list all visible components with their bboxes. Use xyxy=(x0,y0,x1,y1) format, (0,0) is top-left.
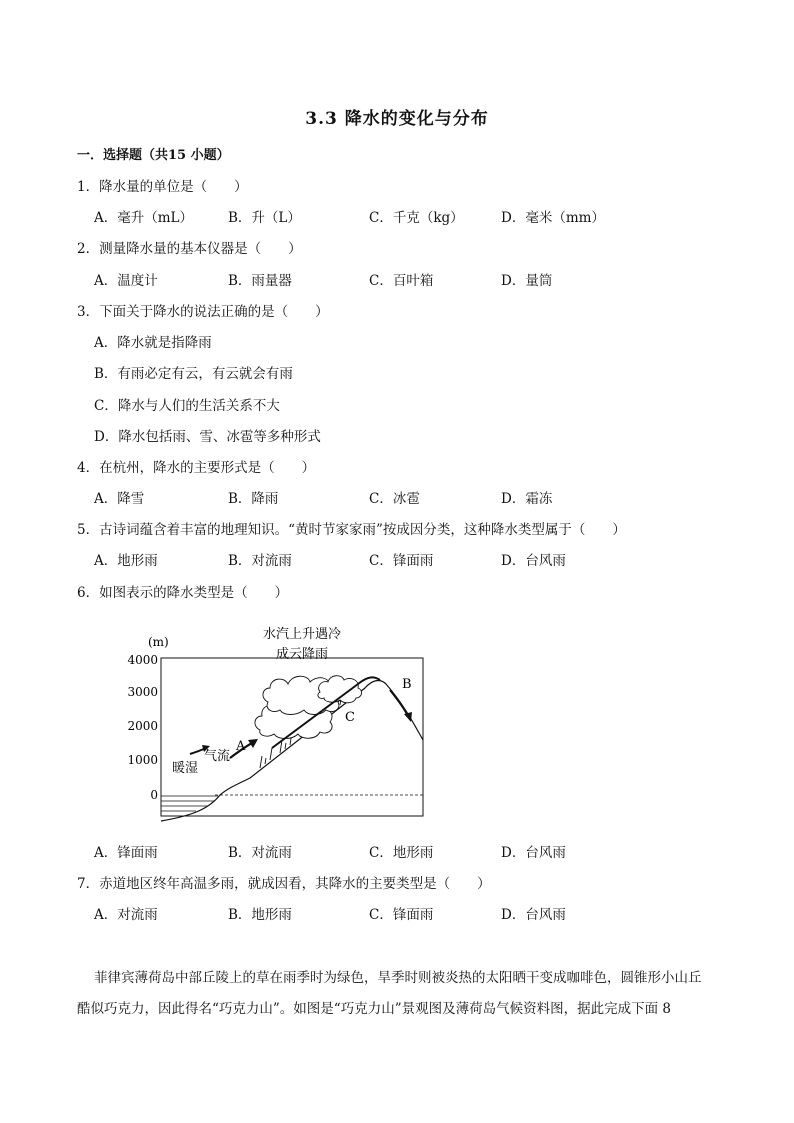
option-c[interactable]: C．降水与人们的生活关系不大 xyxy=(94,398,280,414)
question-options xyxy=(94,206,734,226)
question-options xyxy=(94,549,734,569)
point-label-b: B xyxy=(402,677,412,692)
cloud-label: 成云降雨 xyxy=(275,647,329,662)
point-label-c: C xyxy=(345,710,355,725)
option-b[interactable]: B．降雨 xyxy=(228,491,279,507)
option-b[interactable]: B．雨量器 xyxy=(228,273,292,289)
question-stem: 3．下面关于降水的说法正确的是（ ） xyxy=(77,304,329,320)
page-title: 3.3 降水的变化与分布 xyxy=(305,109,489,129)
passage-line: 菲律宾薄荷岛中部丘陵上的草在雨季时为绿色，旱季时则被炎热的太阳晒干变成咖啡色，圆锥形小山丘 xyxy=(94,970,702,986)
option-a[interactable]: A．温度计 xyxy=(94,273,158,289)
option-a[interactable]: A．对流雨 xyxy=(94,907,158,923)
option-c[interactable]: C．锋面雨 xyxy=(369,553,434,569)
option-b[interactable]: B．升（L） xyxy=(228,210,301,226)
option-b[interactable]: B．地形雨 xyxy=(228,907,292,923)
y-axis-unit: (m) xyxy=(148,635,169,649)
question-stem: 4．在杭州，降水的主要形式是（ ） xyxy=(77,460,316,476)
option-d[interactable]: D．降水包括雨、雪、冰雹等多种形式 xyxy=(94,429,321,445)
option-c[interactable]: C．百叶箱 xyxy=(369,273,434,289)
option-b[interactable]: B．有雨必定有云，有云就会有雨 xyxy=(94,366,293,382)
orographic-rain-diagram xyxy=(120,618,430,824)
option-a[interactable]: A．降雪 xyxy=(94,491,145,507)
option-d[interactable]: D．霜冻 xyxy=(501,491,553,507)
question-options xyxy=(94,841,734,861)
question-options xyxy=(94,269,734,289)
point-label-a: A xyxy=(236,739,246,754)
section-heading: 一．选择题（共15 小题） xyxy=(77,148,230,163)
option-c[interactable]: C．冰雹 xyxy=(369,491,420,507)
option-d[interactable]: D．毫米（mm） xyxy=(501,210,605,226)
option-a[interactable]: A．锋面雨 xyxy=(94,845,158,861)
option-d[interactable]: D．台风雨 xyxy=(501,845,566,861)
y-tick-label: 0 xyxy=(150,788,158,802)
option-c[interactable]: C．千克（kg） xyxy=(369,210,464,226)
question-stem: 2．测量降水量的基本仪器是（ ） xyxy=(77,241,302,257)
y-tick-label: 1000 xyxy=(127,753,158,767)
question-stem: 1．降水量的单位是（ ） xyxy=(77,179,248,195)
option-c[interactable]: C．地形雨 xyxy=(369,845,434,861)
option-d[interactable]: D．量筒 xyxy=(501,273,553,289)
question-options xyxy=(94,487,734,507)
question-options xyxy=(94,903,734,923)
option-d[interactable]: D．台风雨 xyxy=(501,553,566,569)
question-stem: 5．古诗词蕴含着丰富的地理知识。“黄时节家家雨”按成因分类，这种降水类型属于（ ） xyxy=(77,522,626,538)
passage-line: 酷似巧克力，因此得名“巧克力山”。如图是“巧克力山”景观图及薄荷岛气候资料图，据此完成下面 8 xyxy=(77,1001,671,1017)
option-a[interactable]: A．降水就是指降雨 xyxy=(94,335,212,351)
airflow-label: 气流 xyxy=(204,749,231,764)
arrow-head-icon xyxy=(404,712,412,722)
airflow-label: 暖湿 xyxy=(172,761,199,776)
question-stem: 6．如图表示的降水类型是（ ） xyxy=(77,585,289,601)
cloud-icon xyxy=(255,676,362,739)
descent-arrow xyxy=(390,690,408,716)
question-stem: 7．赤道地区终年高温多雨，就成因看，其降水的主要类型是（ ） xyxy=(77,876,491,892)
option-c[interactable]: C．锋面雨 xyxy=(369,907,434,923)
option-a[interactable]: A．地形雨 xyxy=(94,553,158,569)
option-b[interactable]: B．对流雨 xyxy=(228,553,292,569)
cloud-label: 水汽上升遇冷 xyxy=(262,627,342,642)
option-b[interactable]: B．对流雨 xyxy=(228,845,292,861)
y-tick-label: 4000 xyxy=(127,653,158,667)
option-a[interactable]: A．毫升（mL） xyxy=(94,210,194,226)
y-tick-label: 2000 xyxy=(127,719,158,733)
y-tick-label: 3000 xyxy=(127,685,158,699)
option-d[interactable]: D．台风雨 xyxy=(501,907,566,923)
sea-water xyxy=(161,796,218,811)
